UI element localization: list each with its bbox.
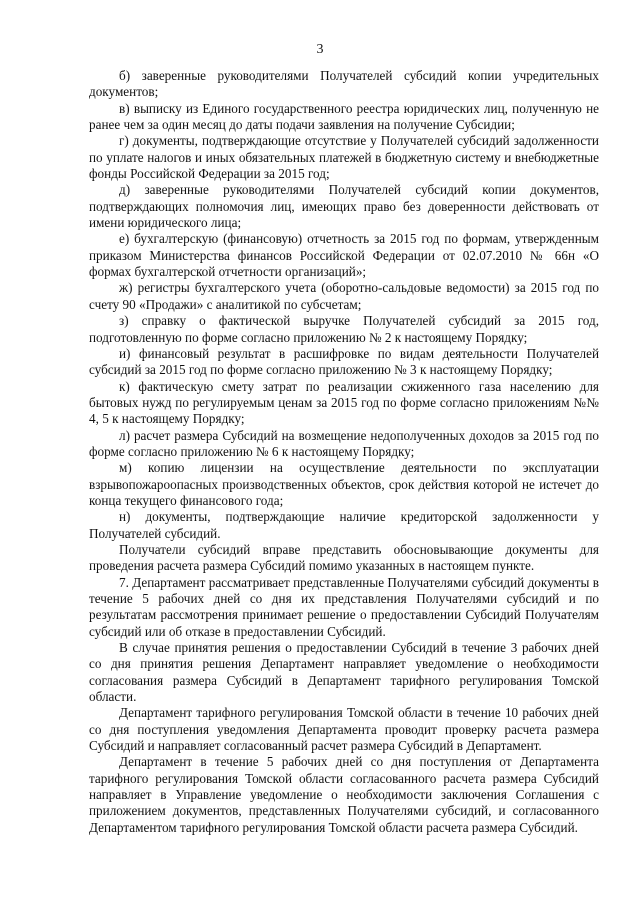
paragraph-zh: ж) регистры бухгалтерского учета (оборотно-сальдовые ведомости) за 2015 год по счету 90 «Продажи» с аналитикой по субсчетам; [89,280,599,312]
document-body [89,68,599,836]
paragraph-agreement-notice: Департамент в течение 5 рабочих дней со дня поступления от Департамента тарифного регулирования Томской области согласованного расчета размера Субсидий направляет в Управление уведомление о необходимости заключения Соглашения с приложением документов, представленных Получателями субсидий, и согласованного Департаментом тарифного регулирования Томской области расчета размера Субсидий. [89,754,599,835]
paragraph-b: б) заверенные руководителями Получателей субсидий копии учредительных документов; [89,68,599,100]
paragraph-tariff-review: Департамент тарифного регулирования Томской области в течение 10 рабочих дней со дня поступления уведомления Департамента проводит проверку расчета размера Субсидий и направляет согласованный расчет размера Субсидий в Департамент. [89,705,599,754]
paragraph-decision-notice: В случае принятия решения о предоставлении Субсидий в течение 3 рабочих дней со дня принятия решения Департамент направляет уведомление о необходимости согласования размера Субсидий в Департамент тарифного регулирования Томской области. [89,640,599,705]
paragraph-g: г) документы, подтверждающие отсутствие у Получателей субсидий задолженности по уплате налогов и иных обязательных платежей в бюджетную систему и внебюджетные фонды Российской Федерации за 2015 год; [89,133,599,182]
paragraph-supporting-documents: Получатели субсидий вправе представить обосновывающие документы для проведения расчета размера Субсидий помимо указанных в настоящем пункте. [89,541,599,574]
paragraph-section-7: 7. Департамент рассматривает представленные Получателями субсидий документы в течение 5 рабочих дней со дня их представления Получателями субсидий и по результатам рассмотрения принимает решение о предоставлении Субсидий Получателям субсидий или об отказе в предоставлении Субсидий. [89,574,599,639]
paragraph-k: к) фактическую смету затрат по реализации сжиженного газа населению для бытовых нужд по регулируемым ценам за 2015 год по форме согласно приложениям №№ 4, 5 к настоящему Порядку; [89,378,599,427]
page-number: 3 [316,42,324,57]
paragraph-e: е) бухгалтерскую (финансовую) отчетность за 2015 год по формам, утвержденным приказом Министерства финансов Российской Федерации от 02.07.2010 № 66н «О формах бухгалтерской отчетности организаций»; [89,231,599,280]
paragraph-v: в) выписку из Единого государственного реестра юридических лиц, полученную не ранее чем за один месяц до даты подачи заявления на получение Субсидии; [89,100,599,133]
paragraph-n: н) документы, подтверждающие наличие кредиторской задолженности у Получателей субсидий. [89,509,599,541]
paragraph-z: з) справку о фактической выручке Получателей субсидий за 2015 год, подготовленную по форме согласно приложению № 2 к настоящему Порядку; [89,313,599,345]
paragraph-i: и) финансовый результат в расшифровке по видам деятельности Получателей субсидий за 2015 год по форме согласно приложению № 3 к настоящему Порядку; [89,345,599,378]
paragraph-l: л) расчет размера Субсидий на возмещение недополученных доходов за 2015 год по форме согласно приложению № 6 к настоящему Порядку; [89,427,599,459]
paragraph-d: д) заверенные руководителями Получателей субсидий копии документов, подтверждающих полномочия лиц, имеющих право без доверенности действовать от имени юридического лица; [89,182,599,231]
paragraph-m: м) копию лицензии на осуществление деятельности по эксплуатации взрывопожароопасных производственных объектов, срок действия которой не истечет до конца текущего финансового года; [89,460,599,508]
